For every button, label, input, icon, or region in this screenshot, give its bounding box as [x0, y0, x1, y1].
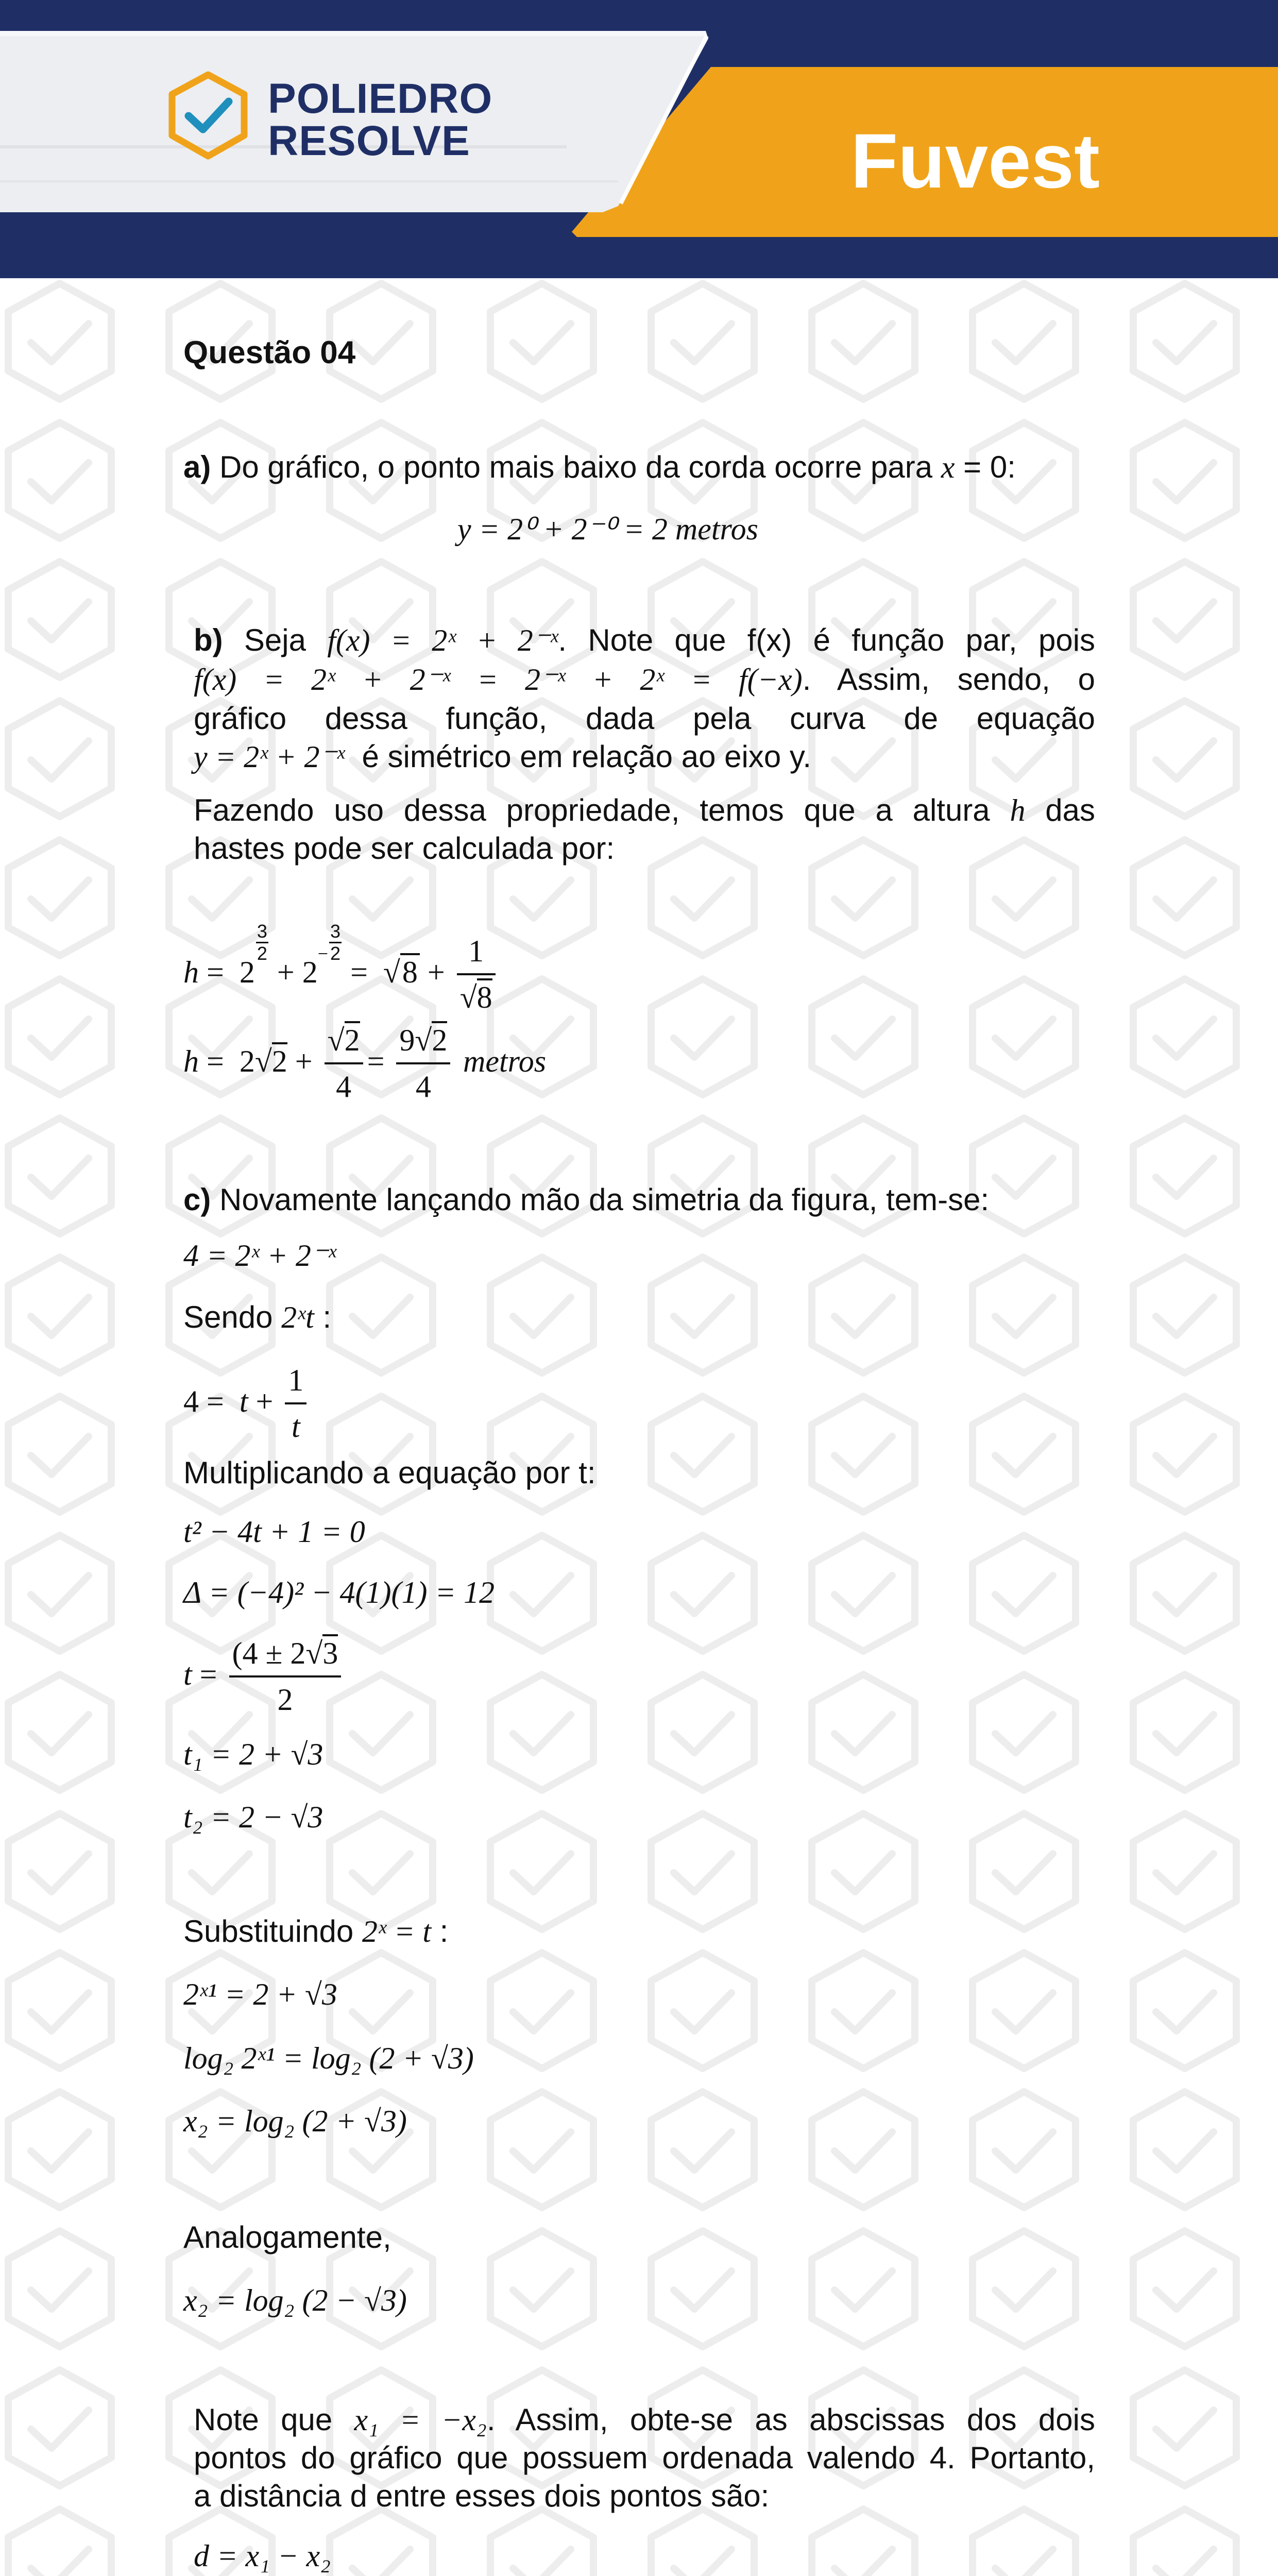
part-b-curve: y = 2ˣ + 2⁻ˣ	[194, 740, 345, 774]
h-metros: metros	[463, 1044, 547, 1078]
part-b-das: das	[1045, 793, 1095, 827]
part-c-mult: Multiplicando a equação por t:	[183, 1455, 596, 1490]
part-c-note-line3: a distância d entre esses dois pontos são:	[194, 2479, 770, 2513]
part-c-note-eq: x₁ = −x₂	[354, 2403, 487, 2437]
part-b-sym: é simétrico em relação ao eixo y.	[362, 739, 812, 774]
part-c-sendo-colon: :	[314, 1300, 332, 1334]
part-c-x2a: x₂ = log₂ (2 + √3)	[183, 2104, 407, 2138]
part-c-x2b: x₂ = log₂ (2 − √3)	[183, 2283, 407, 2317]
part-a-statement	[183, 448, 1016, 486]
question-title: Questão 04	[183, 335, 356, 370]
part-c-eq1: 4 = 2ˣ + 2⁻ˣ	[183, 1239, 336, 1273]
part-c-sendo-expr: 2ˣt	[281, 1300, 314, 1334]
part-a-label: a)	[183, 450, 211, 484]
part-c-subst-colon: :	[431, 1914, 449, 1948]
part-a-formula: y = 2⁰ + 2⁻⁰ = 2 metros	[457, 512, 758, 546]
header-banner	[0, 0, 1278, 278]
part-c-t-formula: t = $\frac{(4 \pm 2√3}{2}$	[183, 1633, 345, 1720]
part-b-para2-line2: hastes pode ser calculada por:	[194, 831, 615, 866]
part-c-subst	[183, 1912, 448, 1951]
part-c-t-equation: 4 = t + $\frac{1}{t}$	[183, 1360, 311, 1447]
part-c-subst-text: Substituindo	[183, 1914, 354, 1948]
exam-name: Fuvest	[850, 117, 1100, 204]
part-b-para2-text: Fazendo uso dessa propriedade, temos que a altura	[194, 793, 990, 827]
part-c-subst-expr: 2ˣ = t	[362, 1914, 431, 1948]
h-equation-1: h = 2 $\frac{3}{2}$ + 2− $\frac{3}{2}$ = √8 + $\frac{1}{√8}$	[183, 922, 500, 1018]
part-b-h-var: h	[1010, 793, 1026, 827]
part-c-sendo	[183, 1298, 331, 1336]
part-b-fx-def: f(x) = 2ˣ + 2⁻ˣ	[327, 623, 558, 657]
brand-line2: RESOLVE	[268, 117, 470, 164]
part-b-even-eq: f(x) = 2ˣ + 2⁻ˣ = 2⁻ˣ + 2ˣ = f(−x)	[194, 663, 803, 697]
part-c-ex1: 2ˣ¹ = 2 + √3	[183, 1977, 337, 2011]
check-hexagon-logo-icon	[162, 70, 254, 162]
brand-line1: POLIEDRO	[268, 75, 493, 122]
part-c-t2: t₂ = 2 − √3	[183, 1800, 323, 1834]
part-c-analog: Analogamente,	[183, 2220, 391, 2255]
part-c-log1: log₂ 2ˣ¹ = log₂ (2 + √3)	[183, 2041, 474, 2075]
h-equation-2: h = 2√2 + $\frac{√2}{4}$ = $\frac{9√2}{4}$ metros	[183, 1020, 546, 1107]
part-c-quadratic: t² − 4t + 1 = 0	[183, 1515, 365, 1549]
part-c-note-b: . Assim, obte-se as abscissas dos dois	[486, 2402, 1095, 2437]
part-a-var: x	[941, 450, 955, 484]
part-c-d1: d = x₁ − x₂	[194, 2539, 331, 2573]
part-b-label: b)	[194, 623, 223, 657]
part-b-line4	[194, 738, 811, 776]
part-a-eq-zero: = 0:	[955, 450, 1016, 484]
part-c-t1: t₁ = 2 + √3	[183, 1737, 323, 1771]
part-b-seja: Seja	[244, 623, 306, 657]
part-b-line3: gráfico dessa função, dada pela curva de equação	[194, 701, 1095, 736]
part-a-text: Do gráfico, o ponto mais baixo da corda ocorre para	[219, 450, 933, 484]
part-c-note-line2: pontos do gráfico que possuem ordenada valendo 4. Portanto,	[194, 2441, 1095, 2475]
part-c-intro	[183, 1181, 989, 1219]
part-c-intro-text: Novamente lançando mão da simetria da figura, tem-se:	[219, 1182, 990, 1217]
part-c-label: c)	[183, 1182, 211, 1217]
part-c-delta: Δ = (−4)² − 4(1)(1) = 12	[183, 1575, 495, 1609]
part-b-assim: . Assim, sendo, o	[802, 662, 1095, 697]
part-b-note: . Note que f(x) é função par, pois	[558, 623, 1096, 657]
part-c-sendo-text: Sendo	[183, 1300, 273, 1334]
part-c-note-a: Note que	[194, 2402, 333, 2437]
